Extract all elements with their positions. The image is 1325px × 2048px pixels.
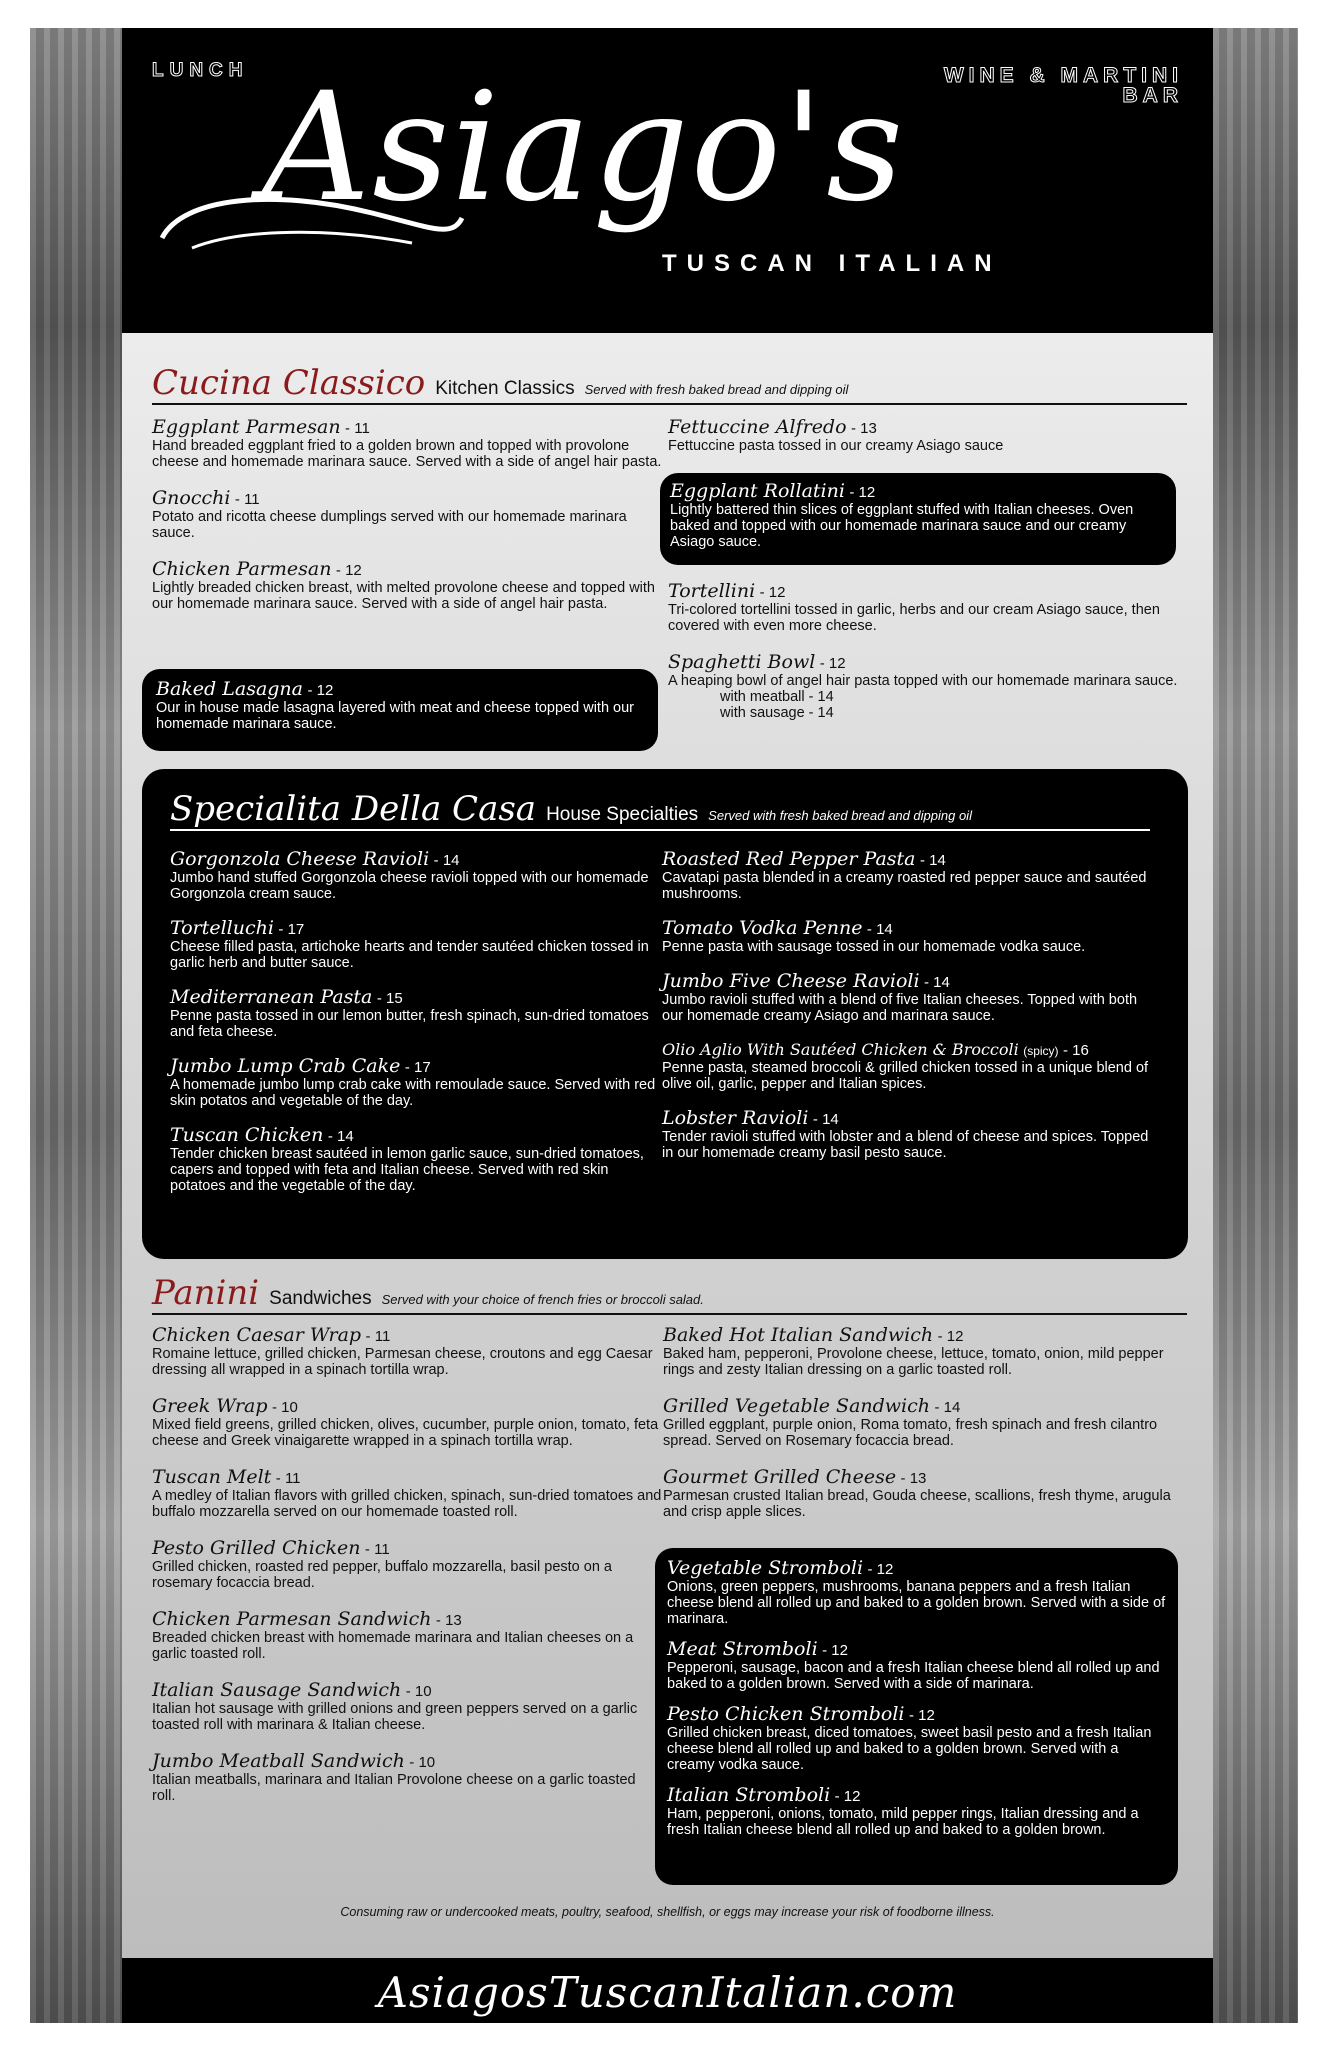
item-description: Mixed field greens, grilled chicken, olives, cucumber, purple onion, tomato, feta cheese and Greek vinaigarette wrapped in a spinach tortilla wrap. xyxy=(152,1417,659,1449)
item-description: Tri-colored tortellini tossed in garlic, herbs and our cream Asiago sauce, then covered with even more cheese. xyxy=(668,602,1160,634)
item-price: - 11 xyxy=(275,1470,301,1487)
lunch-label: LUNCH xyxy=(152,60,249,81)
menu-item xyxy=(170,987,660,1040)
item-price: - 14 xyxy=(812,1111,839,1128)
item-price: - 14 xyxy=(934,1399,961,1416)
item-price: - 13 xyxy=(851,420,877,437)
menu-item xyxy=(152,559,662,612)
cucina-subtitle: Kitchen Classics xyxy=(435,378,575,399)
item-price: - 13 xyxy=(435,1612,462,1629)
item-name: Pesto Chicken Stromboli xyxy=(667,1703,905,1725)
item-price: - 12 xyxy=(822,1642,848,1659)
menu-item xyxy=(170,1056,660,1109)
menu-item xyxy=(662,849,1162,902)
item-price: - 14 xyxy=(919,852,946,869)
website-link[interactable]: AsiagosTuscanItalian.com xyxy=(377,1968,958,2017)
item-price: - 12 xyxy=(335,562,362,579)
menu-item xyxy=(667,1558,1166,1627)
menu-footer xyxy=(122,1958,1213,2023)
item-description: Cavatapi pasta blended in a creamy roasted red pepper sauce and sautéed mushrooms. xyxy=(662,870,1147,902)
menu-item xyxy=(663,1467,1178,1520)
background-photo-left xyxy=(30,28,122,2023)
specialita-subtitle: House Specialties xyxy=(546,804,699,825)
menu-item xyxy=(170,849,660,902)
eggplant-rollatini-box xyxy=(660,473,1176,565)
item-price: - 14 xyxy=(327,1128,354,1145)
item-name: Lobster Ravioli xyxy=(662,1107,809,1129)
foodborne-disclaimer: Consuming raw or undercooked meats, poultry, seafood, shellfish, or eggs may increase your risk of foodborne illness. xyxy=(340,1905,995,1919)
item-description: A medley of Italian flavors with grilled chicken, spinach, sun-dried tomatoes and buffalo mozzarella served on our homemade toasted roll. xyxy=(152,1488,662,1520)
item-name: Jumbo Meatball Sandwich xyxy=(152,1750,405,1772)
item-price: - 17 xyxy=(404,1059,431,1076)
specialita-left-column xyxy=(170,849,660,1208)
menu-item xyxy=(152,1680,662,1733)
menu-item xyxy=(668,417,1178,454)
item-description: Ham, pepperoni, onions, tomato, mild pepper rings, Italian dressing and a fresh Italian cheese blend all rolled up and baked to a golden brown. xyxy=(667,1806,1139,1838)
item-description: Our in house made lasagna layered with meat and cheese topped with our homemade marinara sauce. xyxy=(156,700,634,732)
panini-title: Panini xyxy=(152,1273,260,1313)
specialita-panel xyxy=(142,769,1188,1259)
item-option: with meatball - 14 xyxy=(720,689,834,705)
item-price: - 12 xyxy=(849,484,876,501)
menu-item xyxy=(152,1538,662,1591)
item-name: Chicken Parmesan Sandwich xyxy=(152,1608,432,1630)
item-option: with sausage - 14 xyxy=(720,705,834,721)
item-description: Lightly breaded chicken breast, with melted provolone cheese and topped with our homemade marinara sauce. Served with a side of angel hair pasta. xyxy=(152,580,655,612)
wine-bar-line1: WINE & MARTINI xyxy=(943,64,1183,87)
item-name: Fettuccine Alfredo xyxy=(668,416,847,438)
brand-logo: Asiago's xyxy=(262,61,906,235)
item-description: Penne pasta, steamed broccoli & grilled chicken tossed in a unique blend of olive oil, garlic, pepper and Italian spices. xyxy=(662,1060,1149,1092)
item-description: A heaping bowl of angel hair pasta topped with our homemade marinara sauce. xyxy=(668,673,1178,689)
item-price: - 15 xyxy=(376,990,403,1007)
menu-item xyxy=(662,918,1162,955)
panini-header xyxy=(152,1273,1187,1315)
item-price: - 12 xyxy=(908,1707,935,1724)
item-name: Meat Stromboli xyxy=(667,1638,818,1660)
item-description: A homemade jumbo lump crab cake with remoulade sauce. Served with red skin potatos and vegetable of the day. xyxy=(170,1077,656,1109)
item-description: Italian meatballs, marinara and Italian Provolone cheese on a garlic toasted roll. xyxy=(152,1772,636,1804)
item-name: Tortellini xyxy=(668,580,756,602)
menu-item xyxy=(663,1396,1178,1449)
menu-item xyxy=(152,1325,662,1378)
item-price: - 12 xyxy=(819,655,846,672)
brand-tagline: TUSCAN ITALIAN xyxy=(662,250,1002,277)
item-name: Gnocchi xyxy=(152,487,231,509)
item-name: Roasted Red Pepper Pasta xyxy=(662,848,916,870)
item-description: Pepperoni, sausage, bacon and a fresh Italian cheese blend all rolled up and baked to a golden brown. Served with a side of marinara. xyxy=(667,1660,1160,1692)
menu-item xyxy=(170,1125,660,1194)
item-name: Baked Hot Italian Sandwich xyxy=(663,1324,934,1346)
item-price: - 10 xyxy=(409,1754,436,1771)
menu-item xyxy=(152,417,662,470)
menu-item xyxy=(170,918,660,971)
item-price: - 11 xyxy=(364,1541,390,1558)
cucina-title: Cucina Classico xyxy=(152,363,426,403)
specialita-header xyxy=(170,789,1150,831)
item-price: - 10 xyxy=(405,1683,432,1700)
item-description: Fettuccine pasta tossed in our creamy Asiago sauce xyxy=(668,438,1004,454)
item-name: Tuscan Melt xyxy=(152,1466,272,1488)
item-name: Tuscan Chicken xyxy=(170,1124,324,1146)
menu-item xyxy=(668,581,1178,634)
menu-content xyxy=(122,333,1213,1958)
menu-item xyxy=(662,1040,1162,1092)
item-name: Jumbo Five Cheese Ravioli xyxy=(662,970,920,992)
item-description: Penne pasta tossed in our lemon butter, fresh spinach, sun-dried tomatoes and feta cheese. xyxy=(170,1008,649,1040)
cucina-right-column xyxy=(668,417,1178,468)
item-price: - 14 xyxy=(866,921,893,938)
item-name: Jumbo Lump Crab Cake xyxy=(170,1055,401,1077)
menu-item xyxy=(152,1751,662,1804)
panini-subtitle: Sandwiches xyxy=(269,1288,372,1309)
item-description: Jumbo ravioli stuffed with a blend of five Italian cheeses. Topped with both our homemade creamy Asiago and marinara sauce. xyxy=(662,992,1138,1024)
item-price: - 11 xyxy=(345,420,370,437)
item-name: Spaghetti Bowl xyxy=(668,651,816,673)
panini-note: Served with your choice of french fries or broccoli salad. xyxy=(381,1292,704,1307)
item-price: - 11 xyxy=(365,1328,391,1345)
item-name: Tomato Vodka Penne xyxy=(662,917,863,939)
specialita-note: Served with fresh baked bread and dipping oil xyxy=(708,808,972,823)
item-spicy-note: (spicy) xyxy=(1023,1044,1059,1058)
specialita-title: Specialita Della Casa xyxy=(170,789,537,829)
menu-item xyxy=(662,971,1162,1024)
item-name: Mediterranean Pasta xyxy=(170,986,373,1008)
item-description: Breaded chicken breast with homemade marinara and Italian cheeses on a garlic toasted roll. xyxy=(152,1630,634,1662)
background-photo-right xyxy=(1213,28,1298,2023)
item-description: Grilled chicken breast, diced tomatoes, sweet basil pesto and a fresh Italian cheese blend all rolled up and baked to a golden brown. Served with a creamy vodka sauce. xyxy=(667,1725,1152,1773)
item-price: - 10 xyxy=(272,1399,298,1416)
item-description: Tender ravioli stuffed with lobster and a blend of cheese and spices. Topped in our homemade creamy basil pesto sauce. xyxy=(662,1129,1149,1161)
item-price: - 12 xyxy=(937,1328,964,1345)
item-name: Tortelluchi xyxy=(170,917,274,939)
menu-item xyxy=(663,1325,1178,1378)
baked-lasagna-box xyxy=(142,669,658,751)
item-name: Baked Lasagna xyxy=(156,678,303,700)
item-description: Penne pasta with sausage tossed in our homemade vodka sauce. xyxy=(662,939,1086,955)
menu-item xyxy=(152,1609,662,1662)
item-description: Romaine lettuce, grilled chicken, Parmesan cheese, croutons and egg Caesar dressing all wrapped in a spinach tortilla wrap. xyxy=(152,1346,653,1378)
item-price: - 14 xyxy=(433,852,460,869)
item-price: - 13 xyxy=(900,1470,927,1487)
item-description: Potato and ricotta cheese dumplings served with our homemade marinara sauce. xyxy=(152,509,627,541)
cucina-right-column-lower xyxy=(668,581,1178,735)
cucina-left-column xyxy=(152,417,662,626)
item-name: Italian Stromboli xyxy=(667,1784,831,1806)
menu-item xyxy=(667,1704,1166,1773)
menu-item xyxy=(152,1396,662,1449)
item-name: Gorgonzola Cheese Ravioli xyxy=(170,848,430,870)
menu-header xyxy=(122,28,1213,328)
item-name: Chicken Caesar Wrap xyxy=(152,1324,362,1346)
item-name: Eggplant Rollatini xyxy=(670,480,845,502)
item-description: Onions, green peppers, mushrooms, banana peppers and a fresh Italian cheese blend all rolled up and baked to a golden brown. Served with a side of marinara. xyxy=(667,1579,1166,1627)
specialita-right-column xyxy=(662,849,1162,1175)
item-price: - 12 xyxy=(307,682,334,699)
menu-item xyxy=(668,652,1178,721)
menu-item xyxy=(667,1785,1166,1838)
menu-item xyxy=(662,1108,1162,1161)
cucina-note: Served with fresh baked bread and dipping oil xyxy=(584,382,849,397)
wine-bar-label xyxy=(944,66,1183,106)
item-name: Grilled Vegetable Sandwich xyxy=(663,1395,931,1417)
item-name: Gourmet Grilled Cheese xyxy=(663,1466,897,1488)
item-price: - 16 xyxy=(1063,1042,1089,1059)
item-description: Cheese filled pasta, artichoke hearts and tender sautéed chicken tossed in garlic herb and butter sauce. xyxy=(170,939,649,971)
item-price: - 12 xyxy=(834,1788,861,1805)
item-description: Baked ham, pepperoni, Provolone cheese, lettuce, tomato, onion, mild pepper rings and zesty Italian dressing on a garlic toasted roll. xyxy=(663,1346,1164,1378)
menu-item xyxy=(152,1467,662,1520)
item-description: Grilled chicken, roasted red pepper, buffalo mozzarella, basil pesto on a rosemary focaccia bread. xyxy=(152,1559,612,1591)
item-description: Hand breaded eggplant fried to a golden brown and topped with provolone cheese and homemade marinara sauce. Served with a side of angel hair pasta. xyxy=(152,438,662,470)
item-price: - 14 xyxy=(924,974,950,991)
item-description: Jumbo hand stuffed Gorgonzola cheese ravioli topped with our homemade Gorgonzola cream sauce. xyxy=(170,870,649,902)
menu-page xyxy=(122,28,1213,2023)
item-name: Vegetable Stromboli xyxy=(667,1557,864,1579)
stromboli-box xyxy=(655,1548,1178,1885)
item-name: Olio Aglio With Sautéed Chicken & Broccoli xyxy=(662,1040,1019,1059)
menu-item xyxy=(152,488,662,541)
item-name: Greek Wrap xyxy=(152,1395,268,1417)
item-price: - 17 xyxy=(278,921,305,938)
item-description: Tender chicken breast sautéed in lemon garlic sauce, sun-dried tomatoes, capers and topped with feta and Italian cheese. Served with red skin potatoes and the vegetable of the day. xyxy=(170,1146,644,1194)
item-price: - 12 xyxy=(759,584,786,601)
item-name: Italian Sausage Sandwich xyxy=(152,1679,402,1701)
wine-bar-line2: BAR xyxy=(1122,84,1183,107)
item-description: Lightly battered thin slices of eggplant stuffed with Italian cheeses. Oven baked and topped with our homemade marinara sauce and our creamy Asiago sauce. xyxy=(670,502,1134,550)
item-description: Grilled eggplant, purple onion, Roma tomato, fresh spinach and fresh cilantro spread. Served on Rosemary focaccia bread. xyxy=(663,1417,1158,1449)
item-name: Eggplant Parmesan xyxy=(152,416,341,438)
item-price: - 11 xyxy=(234,491,260,508)
panini-right-column xyxy=(663,1325,1178,1534)
cucina-header xyxy=(152,363,1187,405)
item-name: Chicken Parmesan xyxy=(152,558,332,580)
item-price: - 12 xyxy=(867,1561,894,1578)
item-description: Italian hot sausage with grilled onions and green peppers served on a garlic toasted roll with marinara & Italian cheese. xyxy=(152,1701,638,1733)
item-description: Parmesan crusted Italian bread, Gouda cheese, scallions, fresh thyme, arugula and crisp apple slices. xyxy=(663,1488,1171,1520)
item-name: Pesto Grilled Chicken xyxy=(152,1537,361,1559)
menu-item xyxy=(667,1639,1166,1692)
panini-left-column xyxy=(152,1325,662,1818)
